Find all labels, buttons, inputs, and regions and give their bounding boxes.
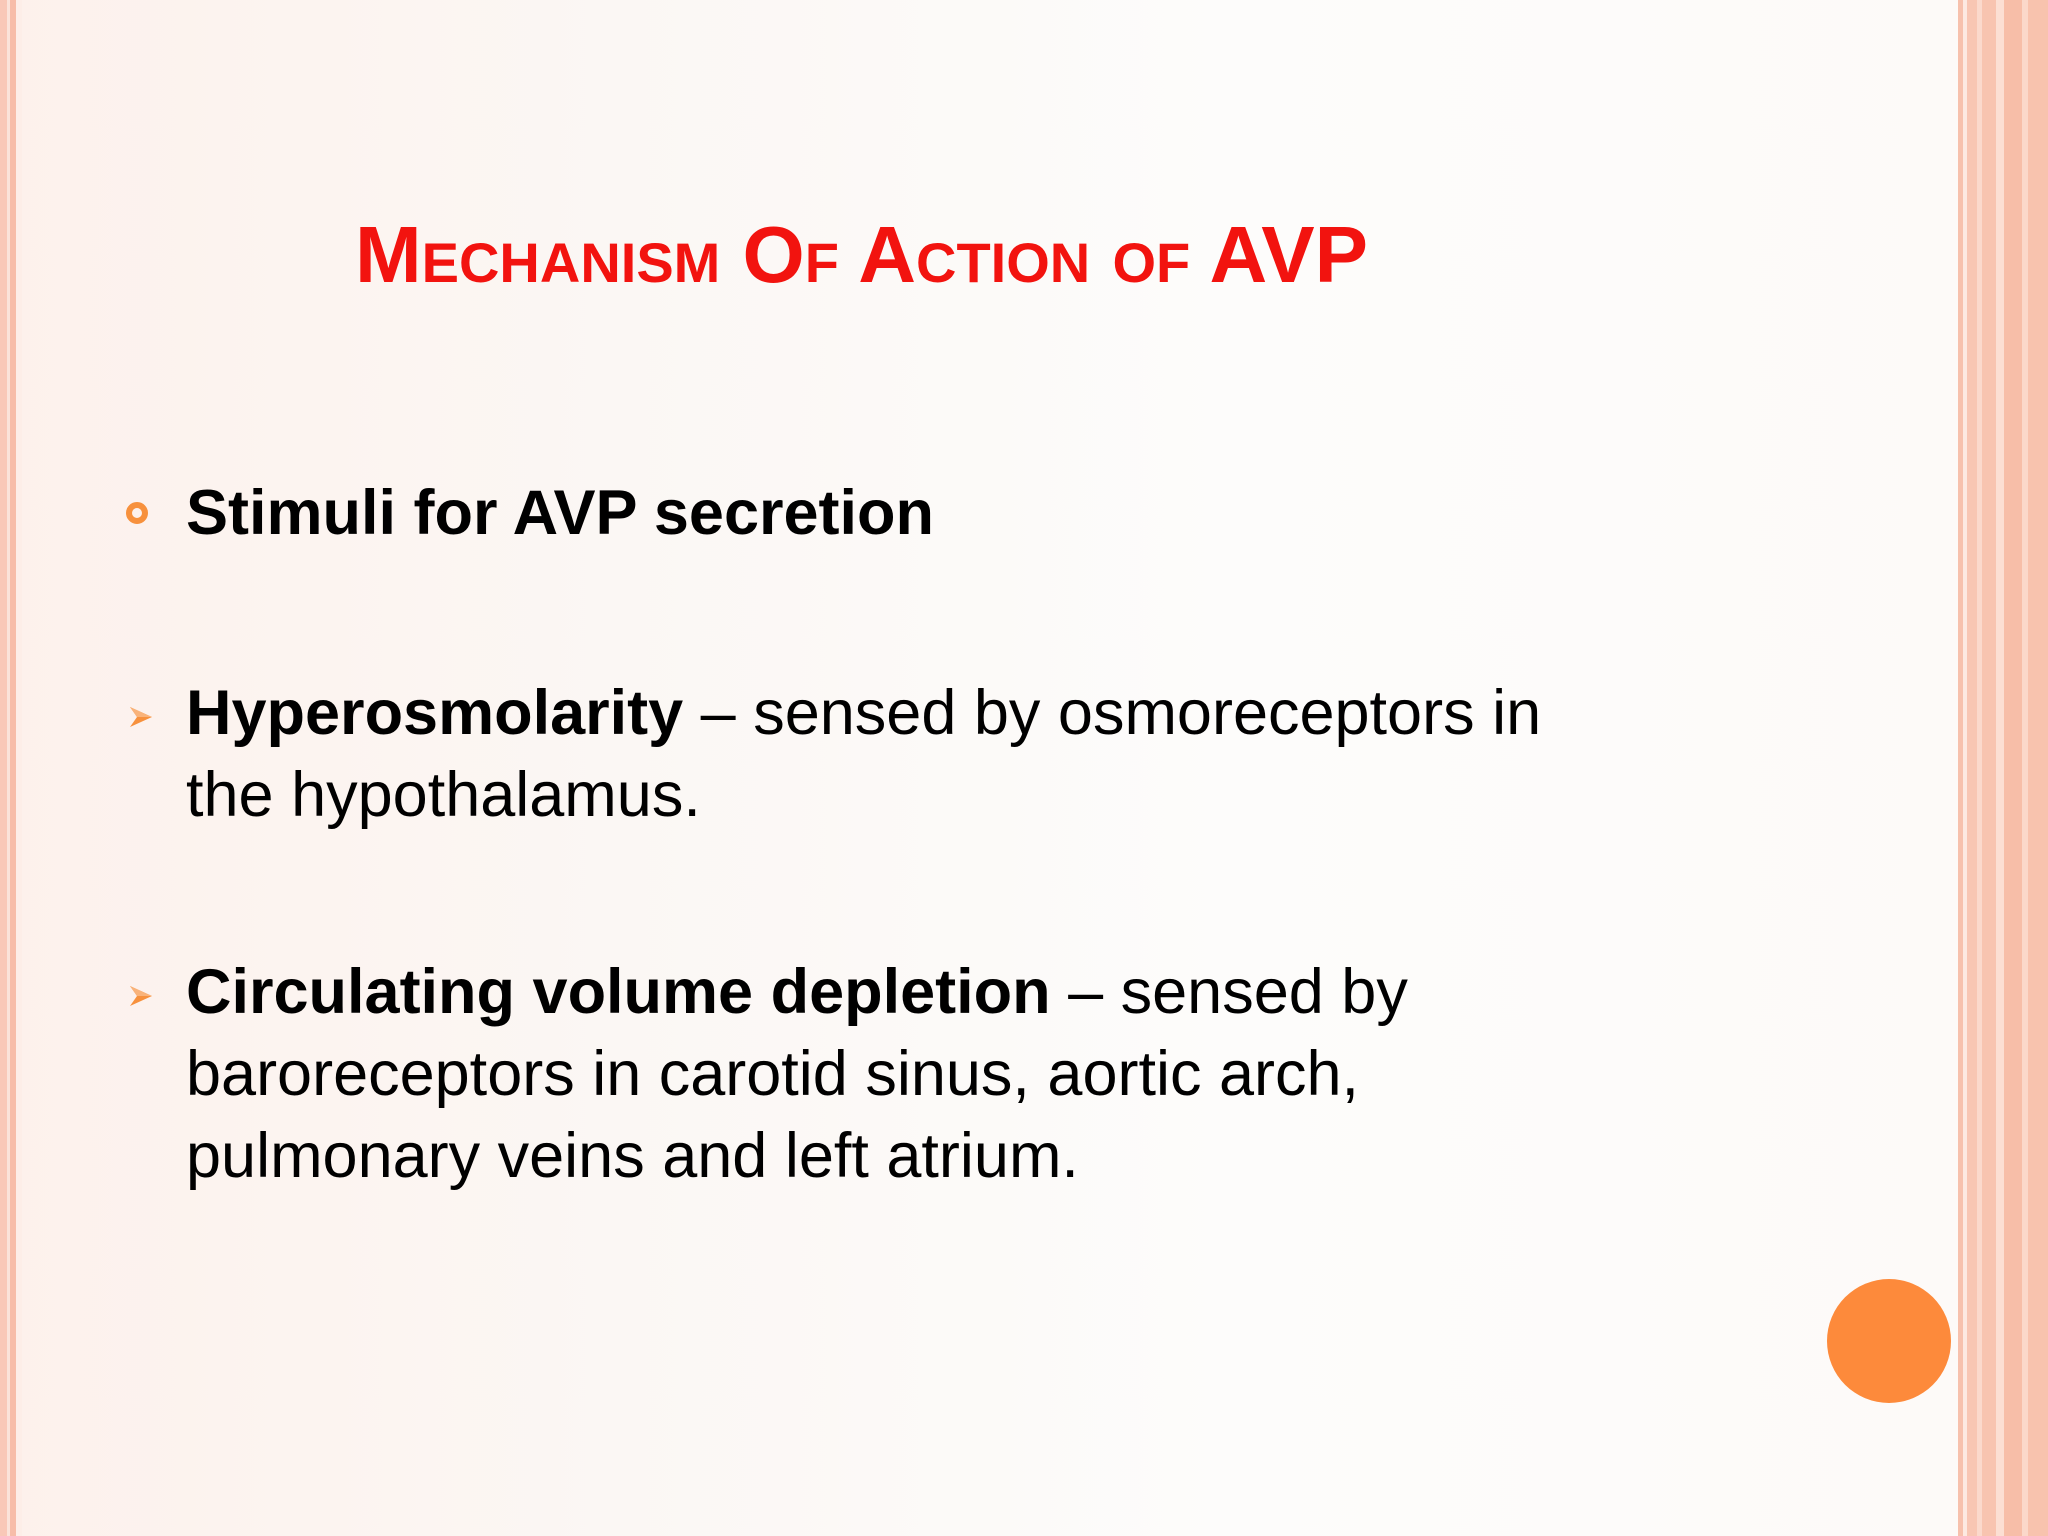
item-term: Circulating volume depletion: [186, 957, 1051, 1027]
left-border-stripe: [0, 0, 7, 1536]
list-item-volume-depletion: [186, 951, 1746, 1197]
slide-title: Mechanism Of Action of AVP: [355, 210, 1369, 299]
item-text: the hypothalamus.: [186, 760, 701, 830]
right-border-stripe: [2004, 0, 2022, 1536]
hollow-circle-icon: [126, 502, 148, 524]
item-text: pulmonary veins and left atrium.: [186, 1121, 1079, 1191]
item-text: – sensed by osmoreceptors in: [683, 678, 1542, 748]
heading-text: Stimuli for AVP secretion: [186, 478, 935, 548]
item-text: – sensed by: [1050, 957, 1408, 1027]
right-border-stripe: [2028, 0, 2048, 1536]
list-item-hyperosmolarity: [186, 672, 1746, 836]
right-border-stripe: [1982, 0, 1996, 1536]
arrowhead-bullet-icon: [128, 704, 154, 730]
arrowhead-bullet-icon: [128, 983, 154, 1009]
heading-line: [186, 472, 1746, 554]
filled-circle-icon: [1827, 1279, 1951, 1403]
right-border-stripe: [1967, 0, 1977, 1536]
left-border-stripe: [16, 0, 22, 1536]
right-border-stripe: [1996, 0, 2004, 1536]
item-text: baroreceptors in carotid sinus, aortic arch,: [186, 1039, 1360, 1109]
item-term: Hyperosmolarity: [186, 678, 684, 748]
